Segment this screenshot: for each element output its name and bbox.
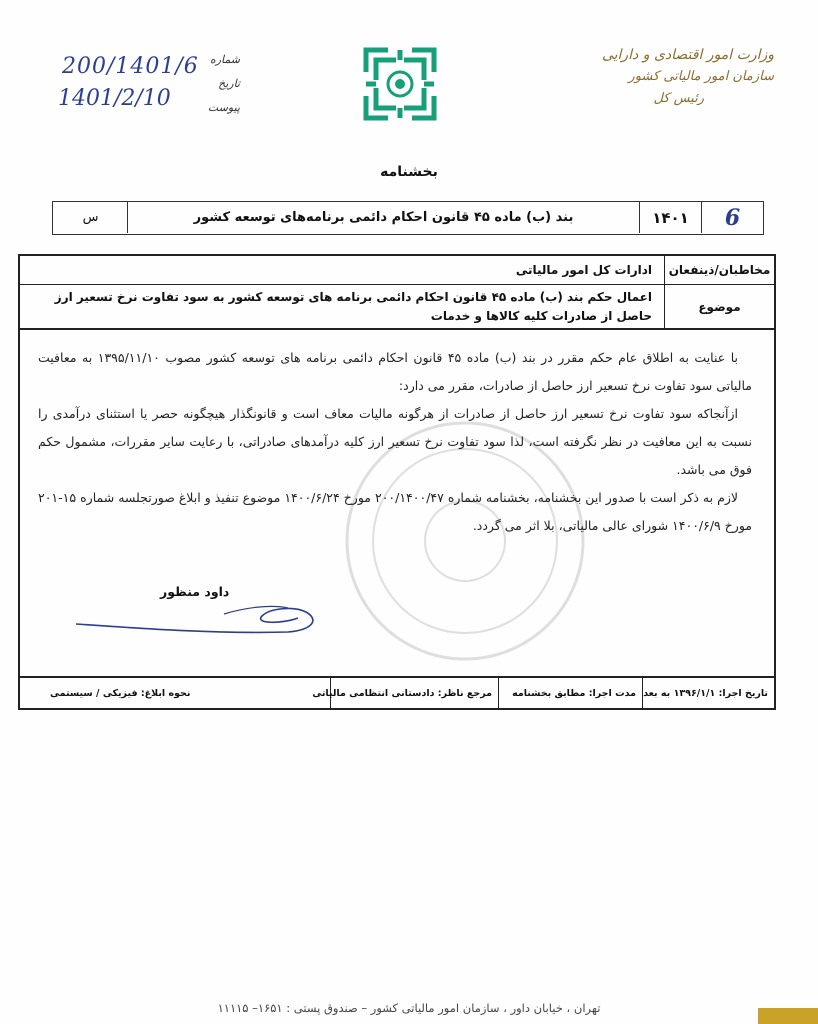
recipients-value: ادارات کل امور مالیاتی [515, 262, 652, 277]
notification-method [18, 678, 330, 708]
circular-number: 6 [701, 202, 763, 233]
body-paragraph: ازآنجاکه سود تفاوت نرخ تسعیر ارز حاصل از صادرات از هرگونه مالیات معاف است و قانونگذار هیچگونه حصر یا استثنای درآمدی را نسبت به این معافیت در نظر نگرفته است، لذا سود تفاوت نرخ تسعیر ارز کلیه درآمدهای صادراتی، با رعایت سایر مقررات، مشمول حکم فوق می باشد. [38, 406, 752, 477]
notification-method-text: نحوه ابلاغ: فیزیکی / سیستمی [50, 687, 191, 699]
subject-row [20, 285, 774, 330]
circular-year: ۱۴۰۱ [639, 202, 701, 233]
letter-number: 200/1401/6 [62, 54, 199, 79]
circular-body-table [18, 254, 776, 710]
recipients-label: مخاطبان/ذینفعان [664, 256, 774, 284]
subject-label: موضوع [664, 285, 774, 328]
body-paragraph: با عنایت به اطلاق عام حکم مقرر در بند (ب) ماده ۴۵ قانون احکام دائمی برنامه های توسعه کشور مصوب ۱۳۹۵/۱۱/۱۰ به معافیت مالیاتی سود تفاوت نرخ تسعیر ارز حاصل از صادرات، مقرر می دارد: [38, 350, 752, 393]
date-label: تاریخ [218, 77, 240, 90]
ministry-name: وزارت امور اقتصادی و دارایی [601, 47, 774, 63]
attachment-label: پیوست [207, 101, 240, 114]
organization-logo [358, 42, 442, 126]
signer-name: داود منظور [160, 584, 230, 599]
number-label: شماره [209, 53, 240, 66]
body-paragraph: لازم به ذکر است با صدور این بخشنامه، بخشنامه شماره ۲۰۰/۱۴۰۰/۴۷ مورخ ۱۴۰۰/۶/۲۴ موضوع تنفیذ و ابلاغ صورتجلسه شماره ۱۵-۲۰۱ مورخ ۱۴۰۰/۶/۹ شورای عالی مالیاتی، بلا اثر می گردد. [38, 490, 752, 533]
effective-date: تاریخ اجرا: ۱۳۹۶/۱/۱ به بعد [642, 678, 774, 708]
subject-value: اعمال حکم بند (ب) ماده ۴۵ قانون احکام دائمی برنامه های توسعه کشور به سود تفاوت نرخ تسعیر ارز حاصل از صادرات کلیه کالاها و خدمات [54, 289, 652, 323]
recipients-row [20, 256, 774, 285]
letter-date: 1401/2/10 [58, 86, 171, 111]
handwritten-signature [74, 594, 334, 654]
circular-type: س [82, 210, 99, 225]
execution-duration: مدت اجرا: مطابق بخشنامه [498, 678, 642, 708]
document-title: بخشنامه [380, 164, 438, 180]
circular-text [38, 344, 752, 540]
ministry-header [584, 44, 774, 110]
postal-address: تهران ، خیابان داور ، سازمان امور مالیاتی کشور – صندوق پستی : ۱۶۵۱– ۱۱۱۱۵ [217, 1001, 601, 1015]
execution-footer [20, 676, 774, 708]
reference-row [52, 201, 764, 235]
organization-name: سازمان امور مالیاتی کشور [628, 69, 774, 84]
head-title: رئیس کل [653, 91, 704, 106]
reference-subject: بند (ب) ماده ۴۵ قانون احکام دائمی برنامه‌های توسعه کشور [127, 202, 639, 233]
supervising-authority: مرجع ناظر: دادستانی انتظامی مالیاتی [330, 678, 498, 708]
